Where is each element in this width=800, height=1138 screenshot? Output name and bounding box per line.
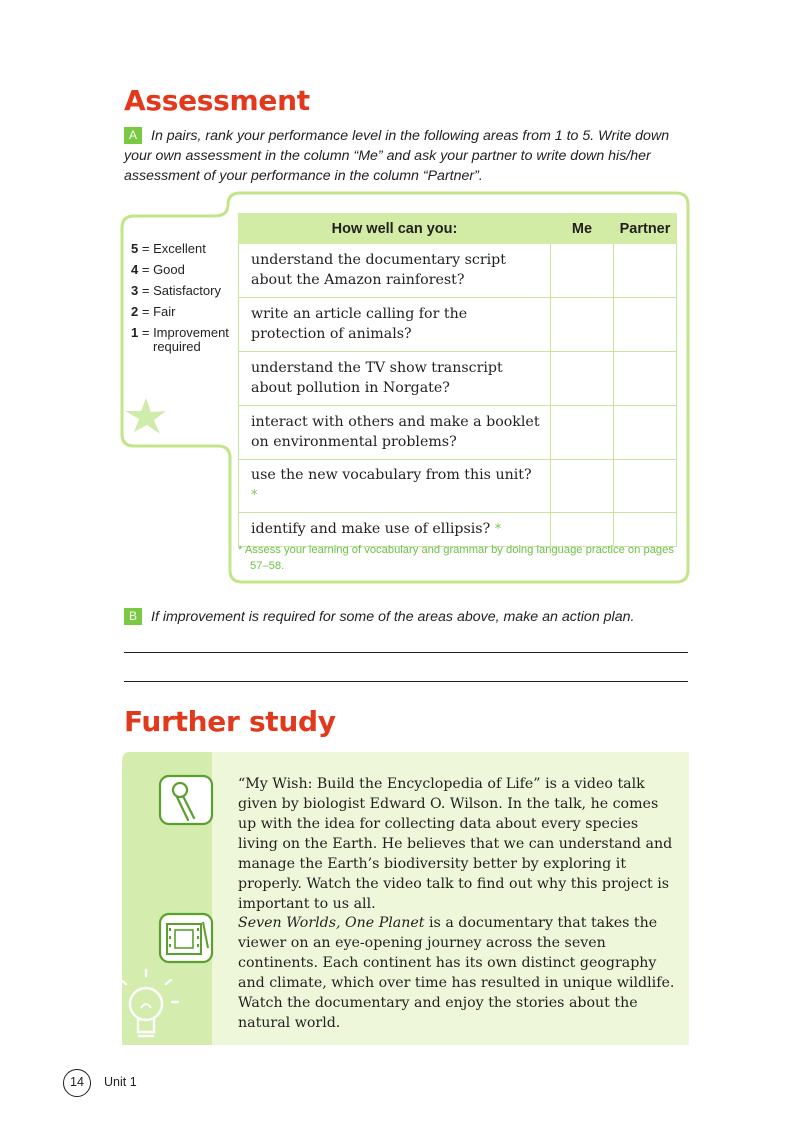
row-text: use the new vocabulary from this unit? * — [239, 460, 551, 513]
instruction-a-text: In pairs, rank your performance level in the following areas from 1 to 5. Write down your own assessment in the column “Me” and ask your partner to write down his/her assessment of your performance in the column “Partner”. — [124, 128, 670, 184]
further-study-para-1: “My Wish: Build the Encyclopedia of Life” is a video talk given by biologist Edward O. Wilson. In the talk, he comes up with the idea for collecting data about every species living on the Earth. He believes that we can understand and manage the Earth’s biodiversity better by exploring it properly. Watch the video talk to find out why this project is important to us all. — [238, 776, 673, 912]
further-study-para-2: Seven Worlds, One Planet is a documentary that takes the viewer on an eye-opening journey across the seven continents. Each continent has its own distinct geography and climate, which over time has resulted in unique wildlife. Watch the documentary and enjoy the stories about the natural world. — [238, 915, 675, 1031]
scale-3: 3 = Satisfactory — [131, 283, 221, 298]
header-how-well: How well can you: — [239, 214, 551, 244]
row-text: interact with others and make a booklet on environmental problems? — [239, 406, 551, 460]
row-text: understand the documentary script about the Amazon rainforest? — [239, 244, 551, 298]
footnote: * Assess your learning of vocabulary and grammar by doing language practice on pages 57–58. — [238, 544, 674, 572]
header-me: Me — [551, 214, 614, 244]
microphone-icon — [160, 776, 212, 824]
documentary-title: Seven Worlds, One Planet — [238, 915, 425, 931]
row-text: understand the TV show transcript about pollution in Norgate? — [239, 352, 551, 406]
row-text: identify and make use of ellipsis? * — [239, 513, 551, 547]
scale-1-cont: required — [153, 339, 201, 354]
unit-label: Unit 1 — [104, 1075, 137, 1089]
scale-4: 4 = Good — [131, 262, 185, 277]
film-icon — [160, 914, 212, 962]
badge-b: B — [124, 608, 142, 625]
scale-1: 1 = Improvement — [131, 325, 229, 340]
assessment-title: Assessment — [124, 84, 310, 117]
page-number: 14 — [63, 1069, 91, 1097]
badge-a: A — [124, 127, 142, 144]
scale-2: 2 = Fair — [131, 304, 176, 319]
row-text: write an article calling for the protection of animals? — [239, 298, 551, 352]
scale-5: 5 = Excellent — [131, 241, 206, 256]
instruction-b-text: If improvement is required for some of the areas above, make an action plan. — [151, 609, 635, 625]
further-study-title: Further study — [124, 705, 336, 738]
header-partner: Partner — [614, 214, 677, 244]
